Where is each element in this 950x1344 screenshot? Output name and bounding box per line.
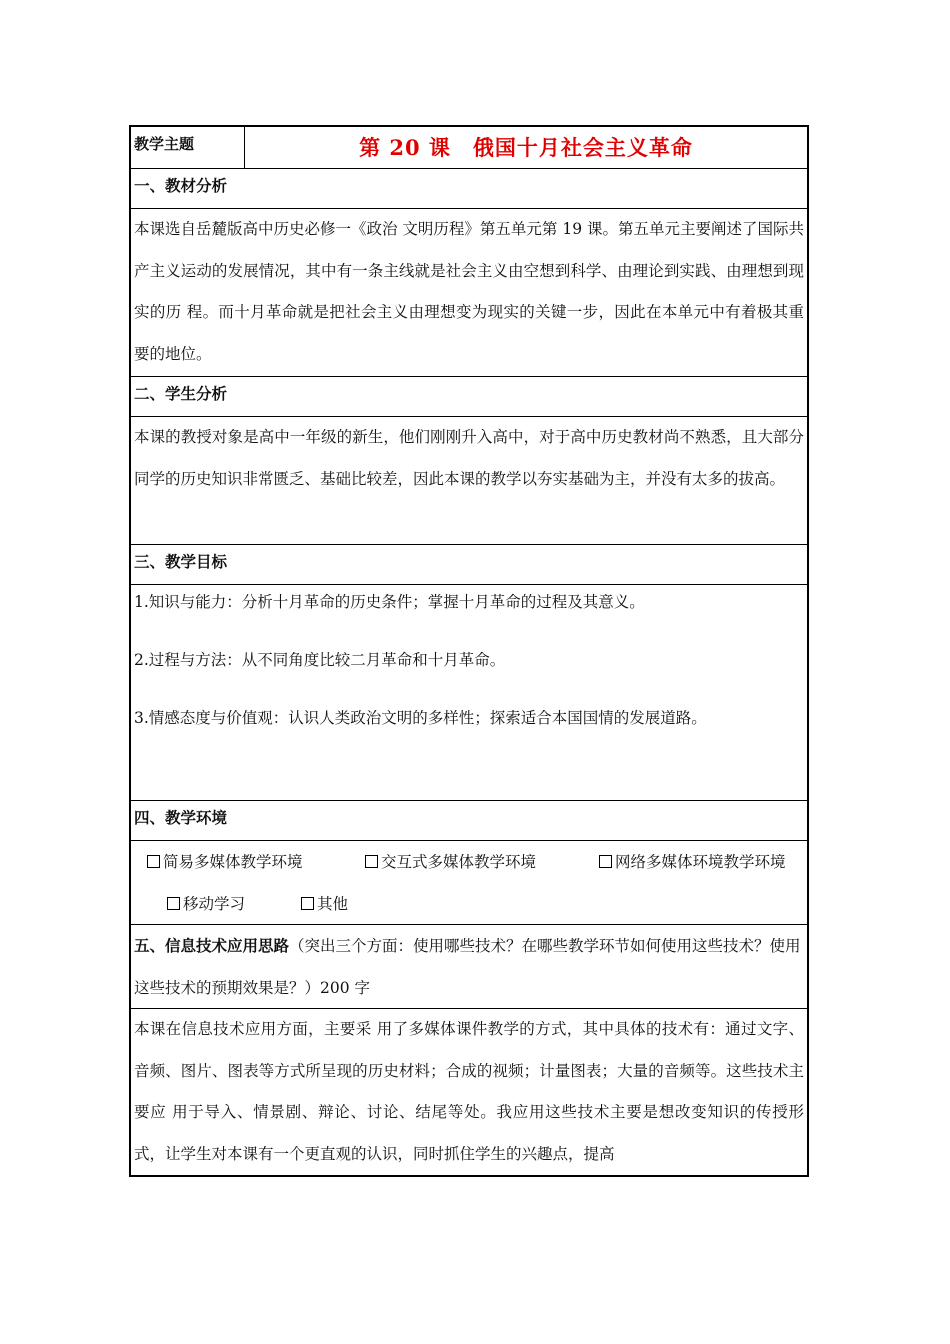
section-body-textbook-analysis: 本课选自岳麓版高中历史必修一《政治 文明历程》第五单元第 19 课。第五单元主要阐述了国际共产主义运动的发展情况，其中有一条主线就是社会主义由空想到科学、由理论到实践、由理想到现实的历 程。而十月革命就是把社会主义由理想变为现实的关键一步，因此在本单元中有着极其重要的地位。 [131, 209, 807, 377]
section-heading-textbook-analysis: 一、教材分析 [131, 169, 807, 209]
option-simple-multimedia[interactable]: 简易多媒体教学环境 [147, 841, 303, 883]
section-body-teaching-goals [131, 585, 807, 801]
section-body-student-analysis: 本课的教授对象是高中一年级的新生，他们刚刚升入高中，对于高中历史教材尚不熟悉，且大部分同学的历史知识非常匮乏、基础比较差，因此本课的教学以夯实基础为主，并没有太多的拔高。 [131, 417, 807, 545]
section-heading-teaching-environment: 四、教学环境 [131, 801, 807, 841]
it-strategy-note: （突出三个方面：使用哪些技术？在哪些教学环节如何使用这些技术？使用这些技术的预期效果是？）200 字 [134, 937, 801, 997]
section-heading-it-strategy: 五、信息技术应用思路（突出三个方面：使用哪些技术？在哪些教学环节如何使用这些技术？使用这些技术的预期效果是？）200 字 [131, 925, 807, 1009]
goal-item: 3.情感态度与价值观：认识人类政治文明的多样性；探索适合本国国情的发展道路。 [134, 709, 707, 727]
option-other[interactable]: 其他 [301, 883, 348, 925]
goal-item: 1.知识与能力：分析十月革命的历史条件；掌握十月革命的过程及其意义。 [134, 593, 645, 611]
title-row [131, 127, 807, 169]
lesson-title: 第 20 课 俄国十月社会主义革命 [359, 135, 693, 160]
title-label: 教学主题 [131, 127, 245, 168]
lesson-plan-table [129, 125, 809, 1177]
checkbox-icon[interactable] [301, 897, 314, 910]
section-body-it-strategy: 本课在信息技术应用方面，主要采 用了多媒体课件教学的方式，其中具体的技术有：通过文字、音频、图片、图表等方式所呈现的历史材料；合成的视频；计量图表；大量的音频等。这些技术主要应 用于导入、情景剧、辩论、讨论、结尾等处。我应用这些技术主要是想改变知识的传授形式，让学生对本课有一个更直观的认识，同时抓住学生的兴趣点，提高 [134, 1020, 804, 1163]
goal-item: 2.过程与方法：从不同角度比较二月革命和十月革命。 [134, 651, 506, 669]
checkbox-icon[interactable] [167, 897, 180, 910]
checkbox-icon[interactable] [365, 855, 378, 868]
checkbox-icon[interactable] [147, 855, 160, 868]
option-mobile-learning[interactable]: 移动学习 [167, 883, 245, 925]
section-heading-teaching-goals: 三、教学目标 [131, 545, 807, 585]
section-heading-student-analysis: 二、学生分析 [131, 377, 807, 417]
option-network-multimedia[interactable]: 网络多媒体环境教学环境 [599, 841, 786, 883]
checkbox-icon[interactable] [599, 855, 612, 868]
option-interactive-multimedia[interactable]: 交互式多媒体教学环境 [365, 841, 536, 883]
environment-options [131, 841, 807, 925]
